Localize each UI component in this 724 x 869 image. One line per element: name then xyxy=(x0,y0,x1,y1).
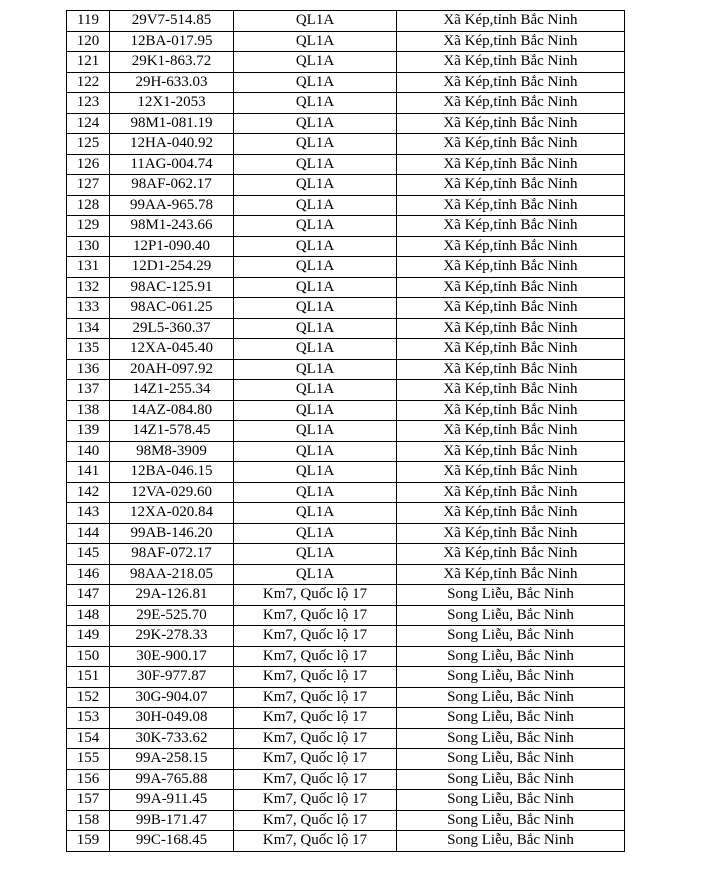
road-location: QL1A xyxy=(234,277,397,298)
row-number: 158 xyxy=(67,810,110,831)
road-location: QL1A xyxy=(234,441,397,462)
road-location: Km7, Quốc lộ 17 xyxy=(234,626,397,647)
row-number: 138 xyxy=(67,400,110,421)
place-location: Xã Kép,tỉnh Bắc Ninh xyxy=(397,195,625,216)
place-location: Xã Kép,tỉnh Bắc Ninh xyxy=(397,31,625,52)
place-location: Song Liễu, Bắc Ninh xyxy=(397,810,625,831)
row-number: 133 xyxy=(67,298,110,319)
row-number: 128 xyxy=(67,195,110,216)
row-number: 135 xyxy=(67,339,110,360)
place-location: Xã Kép,tỉnh Bắc Ninh xyxy=(397,523,625,544)
row-number: 121 xyxy=(67,52,110,73)
table-row xyxy=(67,544,625,565)
road-location: QL1A xyxy=(234,359,397,380)
row-number: 157 xyxy=(67,790,110,811)
license-plate: 99AB-146.20 xyxy=(110,523,234,544)
place-location: Xã Kép,tỉnh Bắc Ninh xyxy=(397,72,625,93)
place-location: Xã Kép,tỉnh Bắc Ninh xyxy=(397,257,625,278)
license-plate: 12BA-017.95 xyxy=(110,31,234,52)
license-plate: 99A-258.15 xyxy=(110,749,234,770)
row-number: 130 xyxy=(67,236,110,257)
road-location: QL1A xyxy=(234,195,397,216)
place-location: Song Liễu, Bắc Ninh xyxy=(397,646,625,667)
row-number: 144 xyxy=(67,523,110,544)
road-location: QL1A xyxy=(234,72,397,93)
row-number: 155 xyxy=(67,749,110,770)
place-location: Xã Kép,tỉnh Bắc Ninh xyxy=(397,503,625,524)
violation-table xyxy=(66,10,625,852)
row-number: 125 xyxy=(67,134,110,155)
license-plate: 29K-278.33 xyxy=(110,626,234,647)
table-row xyxy=(67,257,625,278)
road-location: QL1A xyxy=(234,339,397,360)
license-plate: 11AG-004.74 xyxy=(110,154,234,175)
row-number: 146 xyxy=(67,564,110,585)
license-plate: 12XA-020.84 xyxy=(110,503,234,524)
table-row xyxy=(67,687,625,708)
table-row xyxy=(67,52,625,73)
row-number: 122 xyxy=(67,72,110,93)
road-location: Km7, Quốc lộ 17 xyxy=(234,605,397,626)
table-row xyxy=(67,503,625,524)
row-number: 123 xyxy=(67,93,110,114)
row-number: 131 xyxy=(67,257,110,278)
license-plate: 30E-900.17 xyxy=(110,646,234,667)
table-row xyxy=(67,31,625,52)
table-row xyxy=(67,646,625,667)
license-plate: 29K1-863.72 xyxy=(110,52,234,73)
road-location: Km7, Quốc lộ 17 xyxy=(234,749,397,770)
license-plate: 99AA-965.78 xyxy=(110,195,234,216)
table-row xyxy=(67,380,625,401)
table-row xyxy=(67,93,625,114)
row-number: 119 xyxy=(67,11,110,32)
row-number: 147 xyxy=(67,585,110,606)
road-location: QL1A xyxy=(234,482,397,503)
place-location: Xã Kép,tỉnh Bắc Ninh xyxy=(397,564,625,585)
row-number: 134 xyxy=(67,318,110,339)
row-number: 136 xyxy=(67,359,110,380)
table-row xyxy=(67,564,625,585)
row-number: 149 xyxy=(67,626,110,647)
road-location: QL1A xyxy=(234,11,397,32)
license-plate: 30H-049.08 xyxy=(110,708,234,729)
road-location: QL1A xyxy=(234,134,397,155)
place-location: Xã Kép,tỉnh Bắc Ninh xyxy=(397,134,625,155)
table-row xyxy=(67,113,625,134)
license-plate: 30F-977.87 xyxy=(110,667,234,688)
table-row xyxy=(67,421,625,442)
road-location: Km7, Quốc lộ 17 xyxy=(234,831,397,852)
row-number: 153 xyxy=(67,708,110,729)
license-plate: 98M1-081.19 xyxy=(110,113,234,134)
place-location: Xã Kép,tỉnh Bắc Ninh xyxy=(397,216,625,237)
license-plate: 12VA-029.60 xyxy=(110,482,234,503)
table-row xyxy=(67,523,625,544)
place-location: Song Liễu, Bắc Ninh xyxy=(397,626,625,647)
table-row xyxy=(67,195,625,216)
license-plate: 12X1-2053 xyxy=(110,93,234,114)
row-number: 145 xyxy=(67,544,110,565)
license-plate: 12D1-254.29 xyxy=(110,257,234,278)
road-location: QL1A xyxy=(234,298,397,319)
table-row xyxy=(67,769,625,790)
table-row xyxy=(67,339,625,360)
road-location: Km7, Quốc lộ 17 xyxy=(234,708,397,729)
road-location: Km7, Quốc lộ 17 xyxy=(234,585,397,606)
place-location: Xã Kép,tỉnh Bắc Ninh xyxy=(397,277,625,298)
road-location: QL1A xyxy=(234,216,397,237)
table-row xyxy=(67,72,625,93)
license-plate: 20AH-097.92 xyxy=(110,359,234,380)
row-number: 150 xyxy=(67,646,110,667)
road-location: Km7, Quốc lộ 17 xyxy=(234,687,397,708)
license-plate: 98AC-061.25 xyxy=(110,298,234,319)
place-location: Xã Kép,tỉnh Bắc Ninh xyxy=(397,11,625,32)
place-location: Xã Kép,tỉnh Bắc Ninh xyxy=(397,359,625,380)
table-row xyxy=(67,462,625,483)
place-location: Song Liễu, Bắc Ninh xyxy=(397,769,625,790)
row-number: 151 xyxy=(67,667,110,688)
place-location: Song Liễu, Bắc Ninh xyxy=(397,687,625,708)
road-location: QL1A xyxy=(234,462,397,483)
table-row xyxy=(67,318,625,339)
table-row xyxy=(67,482,625,503)
table-row xyxy=(67,728,625,749)
place-location: Song Liễu, Bắc Ninh xyxy=(397,728,625,749)
place-location: Xã Kép,tỉnh Bắc Ninh xyxy=(397,400,625,421)
license-plate: 98AF-062.17 xyxy=(110,175,234,196)
table-row xyxy=(67,216,625,237)
license-plate: 29A-126.81 xyxy=(110,585,234,606)
row-number: 124 xyxy=(67,113,110,134)
road-location: Km7, Quốc lộ 17 xyxy=(234,667,397,688)
table-row xyxy=(67,831,625,852)
road-location: Km7, Quốc lộ 17 xyxy=(234,790,397,811)
table-row xyxy=(67,298,625,319)
row-number: 152 xyxy=(67,687,110,708)
place-location: Xã Kép,tỉnh Bắc Ninh xyxy=(397,236,625,257)
row-number: 120 xyxy=(67,31,110,52)
table-row xyxy=(67,236,625,257)
table-row xyxy=(67,134,625,155)
place-location: Xã Kép,tỉnh Bắc Ninh xyxy=(397,154,625,175)
place-location: Xã Kép,tỉnh Bắc Ninh xyxy=(397,318,625,339)
place-location: Song Liễu, Bắc Ninh xyxy=(397,831,625,852)
table-row xyxy=(67,790,625,811)
road-location: QL1A xyxy=(234,236,397,257)
row-number: 139 xyxy=(67,421,110,442)
license-plate: 30G-904.07 xyxy=(110,687,234,708)
row-number: 127 xyxy=(67,175,110,196)
place-location: Xã Kép,tỉnh Bắc Ninh xyxy=(397,298,625,319)
place-location: Xã Kép,tỉnh Bắc Ninh xyxy=(397,93,625,114)
license-plate: 12BA-046.15 xyxy=(110,462,234,483)
place-location: Song Liễu, Bắc Ninh xyxy=(397,790,625,811)
row-number: 156 xyxy=(67,769,110,790)
road-location: QL1A xyxy=(234,503,397,524)
license-plate: 99C-168.45 xyxy=(110,831,234,852)
table-row xyxy=(67,277,625,298)
place-location: Xã Kép,tỉnh Bắc Ninh xyxy=(397,339,625,360)
place-location: Xã Kép,tỉnh Bắc Ninh xyxy=(397,462,625,483)
license-plate: 98AF-072.17 xyxy=(110,544,234,565)
table-row xyxy=(67,359,625,380)
road-location: QL1A xyxy=(234,523,397,544)
road-location: QL1A xyxy=(234,31,397,52)
road-location: QL1A xyxy=(234,113,397,134)
table-body xyxy=(67,11,625,852)
row-number: 140 xyxy=(67,441,110,462)
road-location: Km7, Quốc lộ 17 xyxy=(234,810,397,831)
row-number: 126 xyxy=(67,154,110,175)
road-location: QL1A xyxy=(234,400,397,421)
place-location: Song Liễu, Bắc Ninh xyxy=(397,605,625,626)
license-plate: 98AC-125.91 xyxy=(110,277,234,298)
road-location: QL1A xyxy=(234,257,397,278)
road-location: Km7, Quốc lộ 17 xyxy=(234,728,397,749)
place-location: Xã Kép,tỉnh Bắc Ninh xyxy=(397,482,625,503)
place-location: Song Liễu, Bắc Ninh xyxy=(397,708,625,729)
license-plate: 14Z1-578.45 xyxy=(110,421,234,442)
road-location: QL1A xyxy=(234,564,397,585)
road-location: Km7, Quốc lộ 17 xyxy=(234,769,397,790)
road-location: QL1A xyxy=(234,421,397,442)
row-number: 132 xyxy=(67,277,110,298)
row-number: 159 xyxy=(67,831,110,852)
license-plate: 99B-171.47 xyxy=(110,810,234,831)
license-plate: 99A-765.88 xyxy=(110,769,234,790)
road-location: QL1A xyxy=(234,52,397,73)
table-row xyxy=(67,749,625,770)
license-plate: 14AZ-084.80 xyxy=(110,400,234,421)
table-row xyxy=(67,810,625,831)
table-row xyxy=(67,667,625,688)
row-number: 148 xyxy=(67,605,110,626)
road-location: QL1A xyxy=(234,318,397,339)
table-row xyxy=(67,626,625,647)
road-location: QL1A xyxy=(234,380,397,401)
license-plate: 99A-911.45 xyxy=(110,790,234,811)
license-plate: 12XA-045.40 xyxy=(110,339,234,360)
table-row xyxy=(67,441,625,462)
place-location: Song Liễu, Bắc Ninh xyxy=(397,749,625,770)
row-number: 137 xyxy=(67,380,110,401)
license-plate: 29E-525.70 xyxy=(110,605,234,626)
table-row xyxy=(67,585,625,606)
table-row xyxy=(67,154,625,175)
license-plate: 29H-633.03 xyxy=(110,72,234,93)
table-row xyxy=(67,400,625,421)
table-row xyxy=(67,605,625,626)
table-row xyxy=(67,708,625,729)
license-plate: 12P1-090.40 xyxy=(110,236,234,257)
place-location: Song Liễu, Bắc Ninh xyxy=(397,667,625,688)
license-plate: 98M8-3909 xyxy=(110,441,234,462)
place-location: Xã Kép,tỉnh Bắc Ninh xyxy=(397,113,625,134)
license-plate: 12HA-040.92 xyxy=(110,134,234,155)
table-row xyxy=(67,11,625,32)
row-number: 142 xyxy=(67,482,110,503)
place-location: Xã Kép,tỉnh Bắc Ninh xyxy=(397,175,625,196)
road-location: QL1A xyxy=(234,544,397,565)
place-location: Xã Kép,tỉnh Bắc Ninh xyxy=(397,421,625,442)
row-number: 154 xyxy=(67,728,110,749)
road-location: QL1A xyxy=(234,175,397,196)
license-plate: 29V7-514.85 xyxy=(110,11,234,32)
place-location: Song Liễu, Bắc Ninh xyxy=(397,585,625,606)
place-location: Xã Kép,tỉnh Bắc Ninh xyxy=(397,441,625,462)
row-number: 129 xyxy=(67,216,110,237)
road-location: QL1A xyxy=(234,154,397,175)
row-number: 141 xyxy=(67,462,110,483)
place-location: Xã Kép,tỉnh Bắc Ninh xyxy=(397,52,625,73)
place-location: Xã Kép,tỉnh Bắc Ninh xyxy=(397,380,625,401)
road-location: QL1A xyxy=(234,93,397,114)
table-row xyxy=(67,175,625,196)
row-number: 143 xyxy=(67,503,110,524)
place-location: Xã Kép,tỉnh Bắc Ninh xyxy=(397,544,625,565)
license-plate: 14Z1-255.34 xyxy=(110,380,234,401)
road-location: Km7, Quốc lộ 17 xyxy=(234,646,397,667)
license-plate: 30K-733.62 xyxy=(110,728,234,749)
license-plate: 98M1-243.66 xyxy=(110,216,234,237)
license-plate: 98AA-218.05 xyxy=(110,564,234,585)
license-plate: 29L5-360.37 xyxy=(110,318,234,339)
